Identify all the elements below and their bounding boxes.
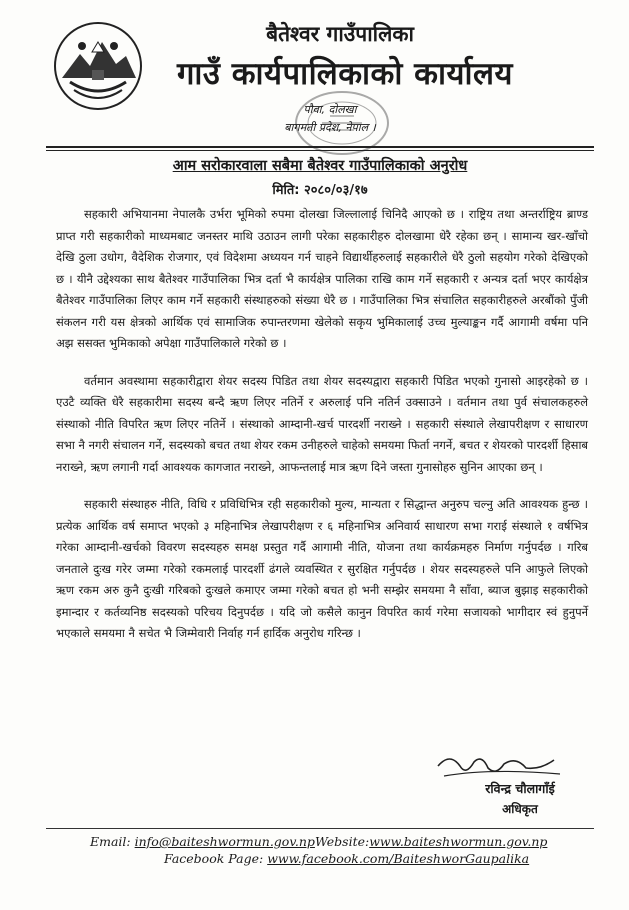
office-province: बागमती प्रदेश, नेपाल । (284, 121, 376, 134)
letter-date: मिति: २०८०/०३/१७ (272, 183, 368, 198)
signatory-name: रविन्द्र चौलागाँई (485, 781, 555, 796)
email-label: Email: (90, 834, 131, 849)
website-link[interactable]: www.baiteshwormun.gov.np (369, 834, 548, 849)
body-paragraph: सहकारी अभियानमा नेपालकै उर्भरा भूमिको रुपमा दोलखा जिल्लालाई चिनिदै आएको छ । राष्ट्रिय तथा अन्तर्राष्ट्रिय ब्राण्ड प्राप्त गरी सहकारीको माध्यमबाट जनस्तर माथि उठाउन लागी परेका सहकारीहरु दोलखामा धेरै रहेका छन् । सामान्य खर-खाँचो देखि ठुला उधोग, वैदेशिक रोजगार, एवं विदेशमा अध्ययन गर्न चाहने विद्यार्थीहरुलाई सहकारीले धेरै ठुलो सहयोग गरेको देखिएको छ । यीनै उद्देश्यका साथ बैतेश्वर गाउँपालिका भित्र दर्ता भै कार्यक्षेत्र पालिका राखि काम गर्ने सहकारी र अन्यत्र दर्ता भएर कार्यक्षेत्र बैतेश्वर गाउँपालिका लिएर काम गर्ने सहकारी संस्थाहरुको संख्या धेरै छ । गाउँपालिका भित्र संचालित सहकारीहरुले अरबौंको पुँजी संकलन गरी यस क्षेत्रको आर्थिक एवं सामाजिक रुपान्तरणमा खेलेको सकृय भुमिकालाई उच्च मुल्याङ्कन गर्दै आगामी वर्षमा पनि अझ ससक्त भुमिकाको अपेक्षा गाउँपालिकाले गरेको छ । (56, 207, 588, 350)
header-rule-thin (46, 150, 594, 151)
nepal-emblem-icon (52, 20, 144, 112)
facebook-link[interactable]: www.facebook.com/BaiteshworGaupalika (267, 851, 530, 866)
letter-body (56, 204, 588, 661)
body-paragraph: वर्तमान अवस्थामा सहकारीद्वारा शेयर सदस्य पिडित तथा शेयर सदस्यद्वारा सहकारी पिडित भएको गुनासो आइरहेको छ । एउटै व्यक्ति धेरै सहकारीमा सदस्य बन्दै ऋण लिएर नतिर्ने र अरुलाई पनि नतिर्न उक्साउने । वर्तमान तथा पुर्व संचालकहरुले संस्थाको नीति विपरित ऋण लिएर नतिर्ने । संस्थाको आम्दानी-खर्च पारदर्शी नराख्ने । सहकारी संस्थाले लेखापरीक्षण र साधारण सभा नै नगरी संचालन गर्ने, सदस्यको बचत तथा शेयर रकम उनीहरुले चाहेको समयमा फिर्ता नगर्ने, बचत र शेयरको पारदर्शी हिसाब नराख्ने, ऋण लगानी गर्दा आवश्यक कागजात नराख्ने, आफन्तलाई मात्र ऋण दिने जस्ता गुनासोहरु सुनिन आएका छन् । (56, 373, 588, 474)
footer-rule (46, 828, 594, 829)
office-address: पौवा, दोलखा (303, 103, 357, 116)
body-paragraph: सहकारी संस्थाहरु नीति, विधि र प्रविधिभित्र रही सहकारीको मुल्य, मान्यता र सिद्धान्त अनुरुप चल्नु अति आवश्यक हुन्छ । प्रत्येक आर्थिक वर्ष समाप्त भएको ३ महिनाभित्र लेखापरीक्षण र ६ महिनाभित्र अनिवार्य साधारण सभा गराई संस्थाले १ वर्षभित्र गरेका आम्दानी-खर्चको विवरण सदस्यहरु समक्ष प्रस्तुत गर्दै आगामी नीति, योजना तथा कार्यक्रमहरु निर्माण गर्नुपर्दछ । गरिब जनताले दुःख गरेर जम्मा गरेको रकमलाई पारदर्शी ढंगले व्यवस्थित र सुरक्षित गर्नुपर्दछ । शेयर सदस्यहरुले पनि आफुले लिएको ऋण रकम अरु कुनै दुःखी गरिबको दुःखले कमाएर जम्मा गरेको बचत हो भनी सम्झेर समयमा नै साँवा, ब्याज बुझाइ सहकारीको इमान्दार र कर्तव्यनिष्ठ सदस्यको परिचय दिनुपर्दछ । यदि जो कसैले कानुन विपरित कार्य गरेमा सजायको भागीदार स्वं हुनुपर्ने भएकाले समयमा नै सचेत भै जिम्मेवारी निर्वाह गर्न हार्दिक अनुरोध गरिन्छ । (56, 497, 588, 640)
municipality-name: बैतेश्वर गाउँपालिका (266, 22, 414, 46)
signatory-title: अधिकृत (502, 802, 538, 816)
footer-contact (90, 834, 570, 849)
header-rule (46, 146, 594, 148)
facebook-label: Facebook Page: (164, 851, 264, 866)
website-label: Website: (314, 834, 370, 849)
office-title: गाउँ कार्यपालिकाको कार्यालय (176, 56, 514, 92)
letter-subject: आम सरोकारवाला सबैमा बैतेश्वर गाउँपालिकाको अनुरोध (172, 158, 468, 174)
footer-facebook (164, 851, 584, 866)
email-link[interactable]: info@baiteshwormun.gov.np (134, 834, 315, 849)
